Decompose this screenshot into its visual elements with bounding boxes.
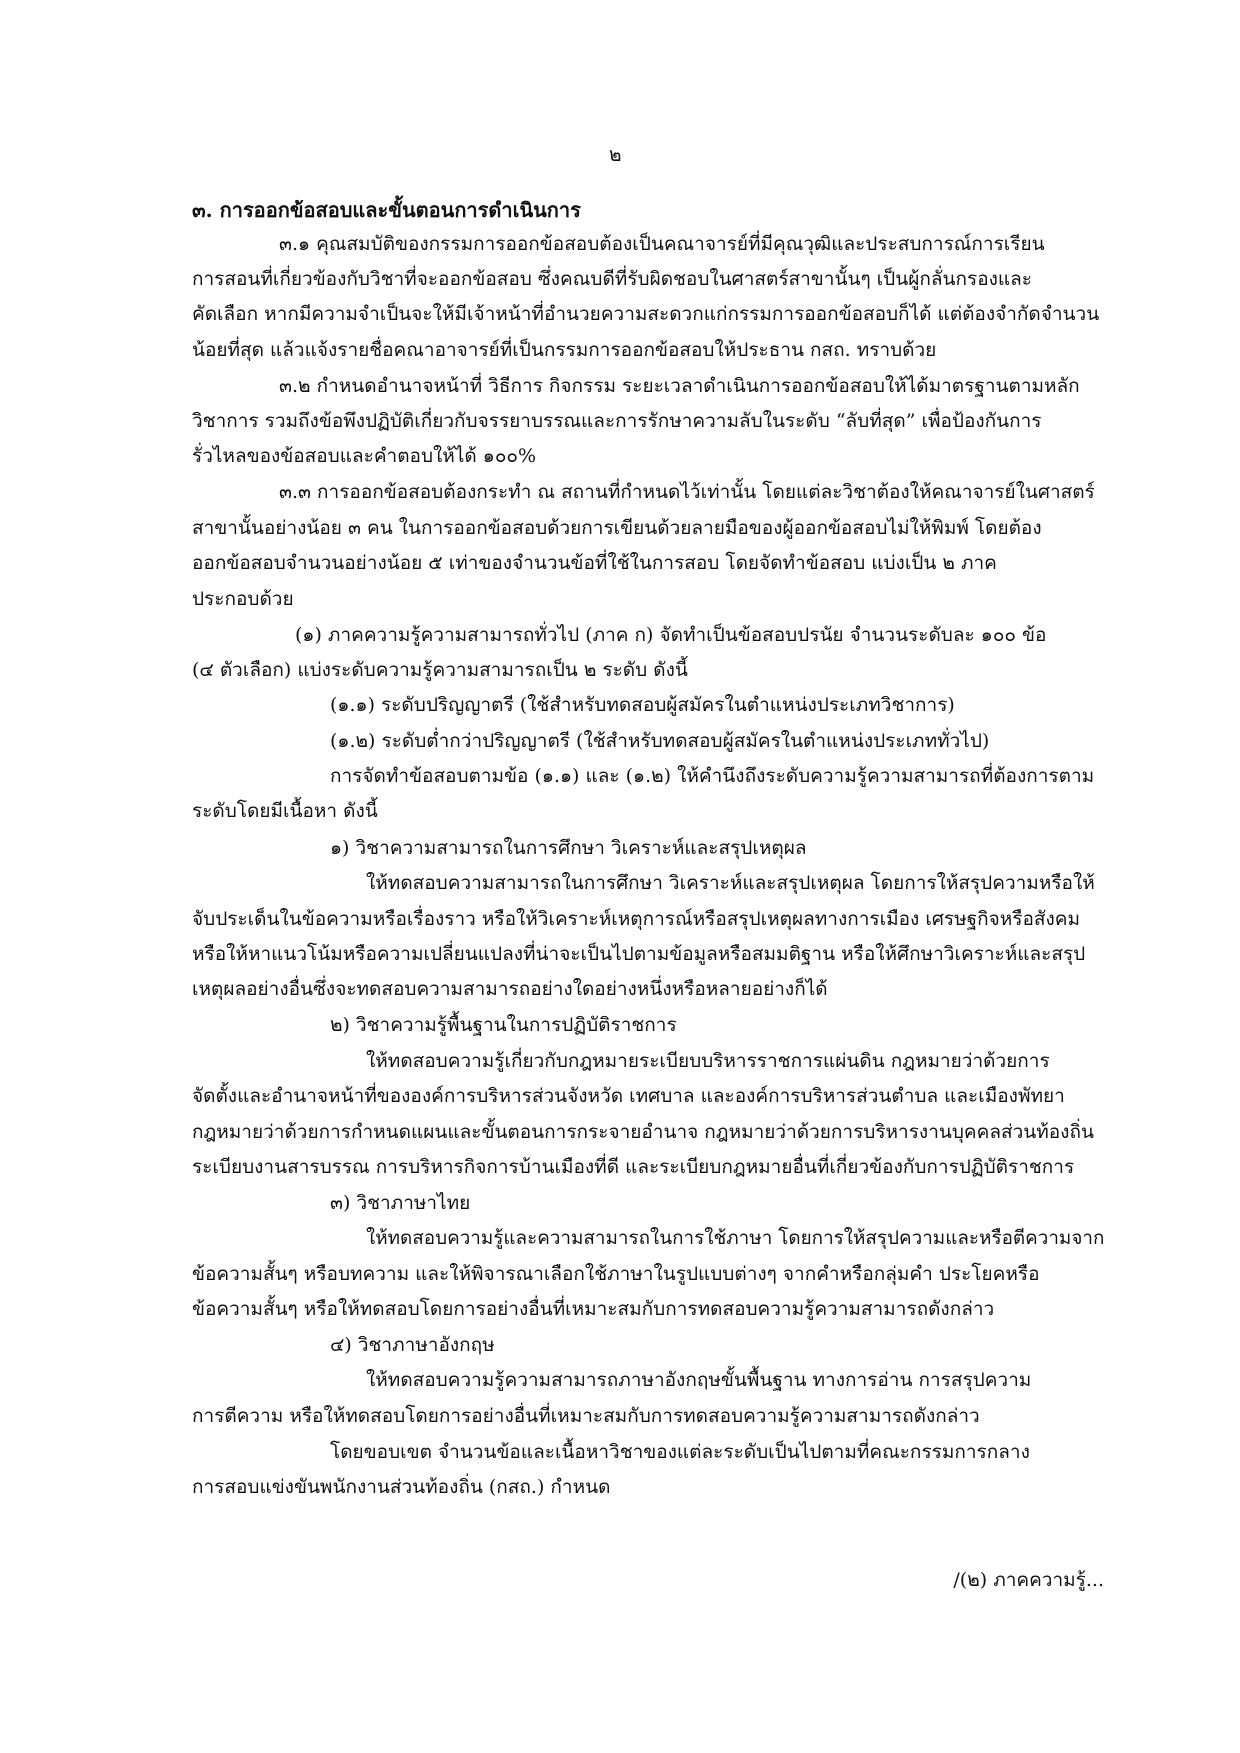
paragraph-line: ให้ทดสอบความรู้ความสามารถภาษาอังกฤษขั้นพื้นฐาน ทางการอ่าน การสรุปความ	[366, 1369, 1032, 1391]
continuation-note: /(๒) ภาคความรู้...	[953, 1569, 1104, 1591]
paragraph-line: กฎหมายว่าด้วยการกำหนดแผนและขั้นตอนการกระจายอำนาจ กฎหมายว่าด้วยการบริหารงานบุคคลส่วนท้องถิ่น	[192, 1121, 1094, 1143]
paragraph-line: (๑.๑) ระดับปริญญาตรี (ใช้สำหรับทดสอบผู้สมัครในตำแหน่งประเภทวิชาการ)	[330, 694, 955, 716]
paragraph-line: ข้อความสั้นๆ หรือบทความ และให้พิจารณาเลือกใช้ภาษาในรูปแบบต่างๆ จากคำหรือกลุ่มคำ ประโยคหรือ	[192, 1263, 1040, 1285]
paragraph-line: หรือให้หาแนวโน้มหรือความเปลี่ยนแปลงที่น่าจะเป็นไปตามข้อมูลหรือสมมติฐาน หรือให้ศึกษาวิเคราะห์และสรุป	[192, 943, 1086, 965]
paragraph-line: (๑.๒) ระดับต่ำกว่าปริญญาตรี (ใช้สำหรับทดสอบผู้สมัครในตำแหน่งประเภททั่วไป)	[330, 730, 990, 752]
paragraph-line: ออกข้อสอบจำนวนอย่างน้อย ๕ เท่าของจำนวนข้อที่ใช้ในการสอบ โดยจัดทำข้อสอบ แบ่งเป็น ๒ ภาค	[192, 552, 997, 574]
paragraph-line: ๑) วิชาความสามารถในการศึกษา วิเคราะห์และสรุปเหตุผล	[330, 837, 807, 859]
paragraph-line: ประกอบด้วย	[192, 588, 294, 610]
paragraph-line: คัดเลือก หากมีความจำเป็นจะให้มีเจ้าหน้าที่อำนวยความสะดวกแก่กรรมการออกข้อสอบก็ได้ แต่ต้องจำกัดจำนวน	[192, 303, 1100, 325]
paragraph-line: เหตุผลอย่างอื่นซึ่งจะทดสอบความสามารถอย่างใดอย่างหนึ่งหรือหลายอย่างก็ได้	[192, 978, 828, 1000]
paragraph-line: (๔ ตัวเลือก) แบ่งระดับความรู้ความสามารถเป็น ๒ ระดับ ดังนี้	[192, 659, 688, 681]
paragraph-line: การจัดทำข้อสอบตามข้อ (๑.๑) และ (๑.๒) ให้คำนึงถึงระดับความรู้ความสามารถที่ต้องการตาม	[330, 765, 1095, 787]
paragraph-line: ๓) วิชาภาษาไทย	[330, 1192, 471, 1214]
paragraph-line: จัดตั้งและอำนาจหน้าที่ขององค์การบริหารส่วนจังหวัด เทศบาล และองค์การบริหารส่วนตำบล และเมืองพัทยา	[192, 1085, 1065, 1107]
paragraph-line: ๓.๑ คุณสมบัติของกรรมการออกข้อสอบต้องเป็นคณาจารย์ที่มีคุณวุฒิและประสบการณ์การเรียน	[279, 233, 1045, 255]
paragraph-line: ให้ทดสอบความรู้และความสามารถในการใช้ภาษา โดยการให้สรุปความและหรือตีความจาก	[366, 1227, 1105, 1249]
paragraph-line: (๑) ภาคความรู้ความสามารถทั่วไป (ภาค ก) จัดทำเป็นข้อสอบปรนัย จำนวนระดับละ ๑๐๐ ข้อ	[295, 624, 1047, 646]
paragraph-line: น้อยที่สุด แล้วแจ้งรายชื่อคณาอาจารย์ที่เป็นกรรมการออกข้อสอบให้ประธาน กสถ. ทราบด้วย	[192, 339, 937, 361]
paragraph-line: รั่วไหลของข้อสอบและคำตอบให้ได้ ๑๐๐%	[192, 445, 537, 467]
paragraph-line: วิชาการ รวมถึงข้อพึงปฏิบัติเกี่ยวกับจรรยาบรรณและการรักษาความลับในระดับ “ลับที่สุด” เพื่อป้องกันการ	[192, 410, 1042, 432]
paragraph-line: การตีความ หรือให้ทดสอบโดยการอย่างอื่นที่เหมาะสมกับการทดสอบความรู้ความสามารถดังกล่าว	[192, 1405, 980, 1427]
paragraph-line: ระเบียบงานสารบรรณ การบริหารกิจการบ้านเมืองที่ดี และระเบียบกฎหมายอื่นที่เกี่ยวข้องกับการปฏิบัติราชการ	[192, 1156, 1075, 1178]
paragraph-line: ระดับโดยมีเนื้อหา ดังนี้	[192, 800, 378, 822]
paragraph-line: ๔) วิชาภาษาอังกฤษ	[330, 1334, 495, 1356]
paragraph-line: จับประเด็นในข้อความหรือเรื่องราว หรือให้วิเคราะห์เหตุการณ์หรือสรุปเหตุผลทางการเมือง เศรษฐกิจหรือสังคม	[192, 908, 1080, 930]
paragraph-line: การสอบแข่งขันพนักงานส่วนท้องถิ่น (กสถ.) กำหนด	[192, 1476, 611, 1498]
section-heading: ๓. การออกข้อสอบและขั้นตอนการดำเนินการ	[192, 198, 581, 222]
paragraph-line: ให้ทดสอบความสามารถในการศึกษา วิเคราะห์และสรุปเหตุผล โดยการให้สรุปความหรือให้	[366, 872, 1095, 894]
paragraph-line: ให้ทดสอบความรู้เกี่ยวกับกฎหมายระเบียบบริหารราชการแผ่นดิน กฎหมายว่าด้วยการ	[366, 1050, 1050, 1072]
page-number: ๒	[609, 144, 622, 166]
paragraph-line: ข้อความสั้นๆ หรือให้ทดสอบโดยการอย่างอื่นที่เหมาะสมกับการทดสอบความรู้ความสามารถดังกล่าว	[192, 1298, 995, 1320]
paragraph-line: ๓.๓ การออกข้อสอบต้องกระทำ ณ สถานที่กำหนดไว้เท่านั้น โดยแต่ละวิชาต้องให้คณาจารย์ในศาสตร์	[279, 481, 1095, 503]
paragraph-line: ๒) วิชาความรู้พื้นฐานในการปฏิบัติราชการ	[330, 1014, 677, 1036]
paragraph-line: สาขานั้นอย่างน้อย ๓ คน ในการออกข้อสอบด้วยการเขียนด้วยลายมือของผู้ออกข้อสอบไม่ให้พิมพ์ โดยต้อง	[192, 517, 1042, 539]
paragraph-line: ๓.๒ กำหนดอำนาจหน้าที่ วิธีการ กิจกรรม ระยะเวลาดำเนินการออกข้อสอบให้ได้มาตรฐานตามหลัก	[279, 375, 1080, 397]
paragraph-line: โดยขอบเขต จำนวนข้อและเนื้อหาวิชาของแต่ละระดับเป็นไปตามที่คณะกรรมการกลาง	[330, 1441, 1030, 1463]
paragraph-line: การสอนที่เกี่ยวข้องกับวิชาที่จะออกข้อสอบ ซึ่งคณบดีที่รับผิดชอบในศาสตร์สาขานั้นๆ เป็นผู้กลั่นกรองและ	[192, 268, 1032, 290]
